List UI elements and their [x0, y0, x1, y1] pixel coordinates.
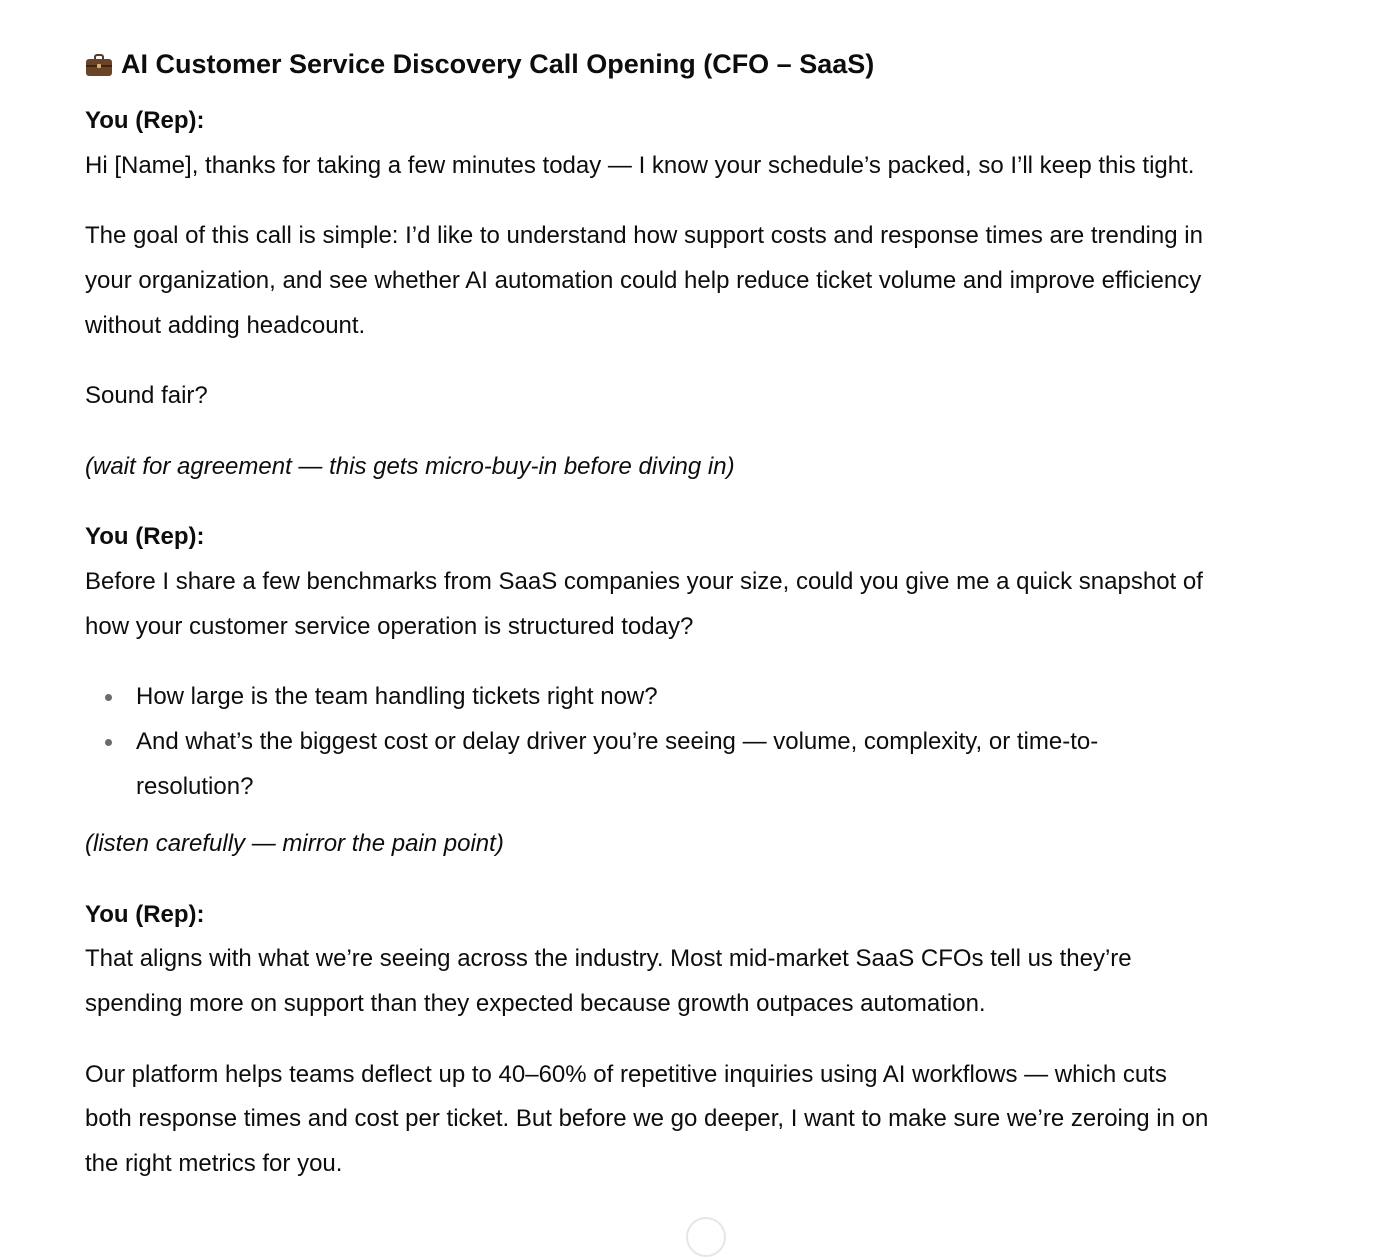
paragraph-line: Before I share a few benchmarks from SaaS companies your size, could you give me a quick snapshot of	[85, 568, 1203, 595]
stage-direction-note: (listen carefully — mirror the pain point)	[85, 830, 504, 857]
scroll-indicator-icon	[686, 1217, 726, 1257]
paragraph-line: Hi [Name], thanks for taking a few minutes today — I know your schedule’s packed, so I’ll keep this tight.	[85, 152, 1195, 179]
speaker-label: You (Rep):	[85, 901, 205, 928]
stage-direction-note: (wait for agreement — this gets micro-buy-in before diving in)	[85, 453, 735, 480]
paragraph-line: That aligns with what we’re seeing across the industry. Most mid-market SaaS CFOs tell us they’re	[85, 945, 1132, 972]
paragraph-line: without adding headcount.	[85, 312, 366, 339]
paragraph-line: your organization, and see whether AI automation could help reduce ticket volume and improve efficiency	[85, 267, 1202, 294]
bullet-icon	[105, 739, 112, 746]
page-title	[85, 46, 874, 82]
paragraph-line: spending more on support than they expected because growth outpaces automation.	[85, 990, 986, 1017]
paragraph-line: Our platform helps teams deflect up to 40–60% of repetitive inquiries using AI workflows — which cuts	[85, 1061, 1167, 1088]
paragraph-line: how your customer service operation is structured today?	[85, 613, 694, 640]
list-item: How large is the team handling tickets right now?	[136, 683, 658, 710]
list-item-continuation: resolution?	[136, 773, 254, 800]
list-item: And what’s the biggest cost or delay driver you’re seeing — volume, complexity, or time-to-	[136, 728, 1099, 755]
page-title-text: AI Customer Service Discovery Call Opening (CFO – SaaS)	[121, 49, 875, 79]
paragraph-line: both response times and cost per ticket. But before we go deeper, I want to make sure we’re zeroing in on	[85, 1105, 1209, 1132]
bullet-icon	[105, 694, 112, 701]
speaker-label: You (Rep):	[85, 523, 205, 550]
paragraph-line: Sound fair?	[85, 382, 208, 409]
briefcase-icon	[85, 54, 113, 76]
paragraph-line: the right metrics for you.	[85, 1150, 343, 1177]
paragraph-line: The goal of this call is simple: I’d like to understand how support costs and response times are trending in	[85, 222, 1203, 249]
speaker-label: You (Rep):	[85, 107, 205, 134]
